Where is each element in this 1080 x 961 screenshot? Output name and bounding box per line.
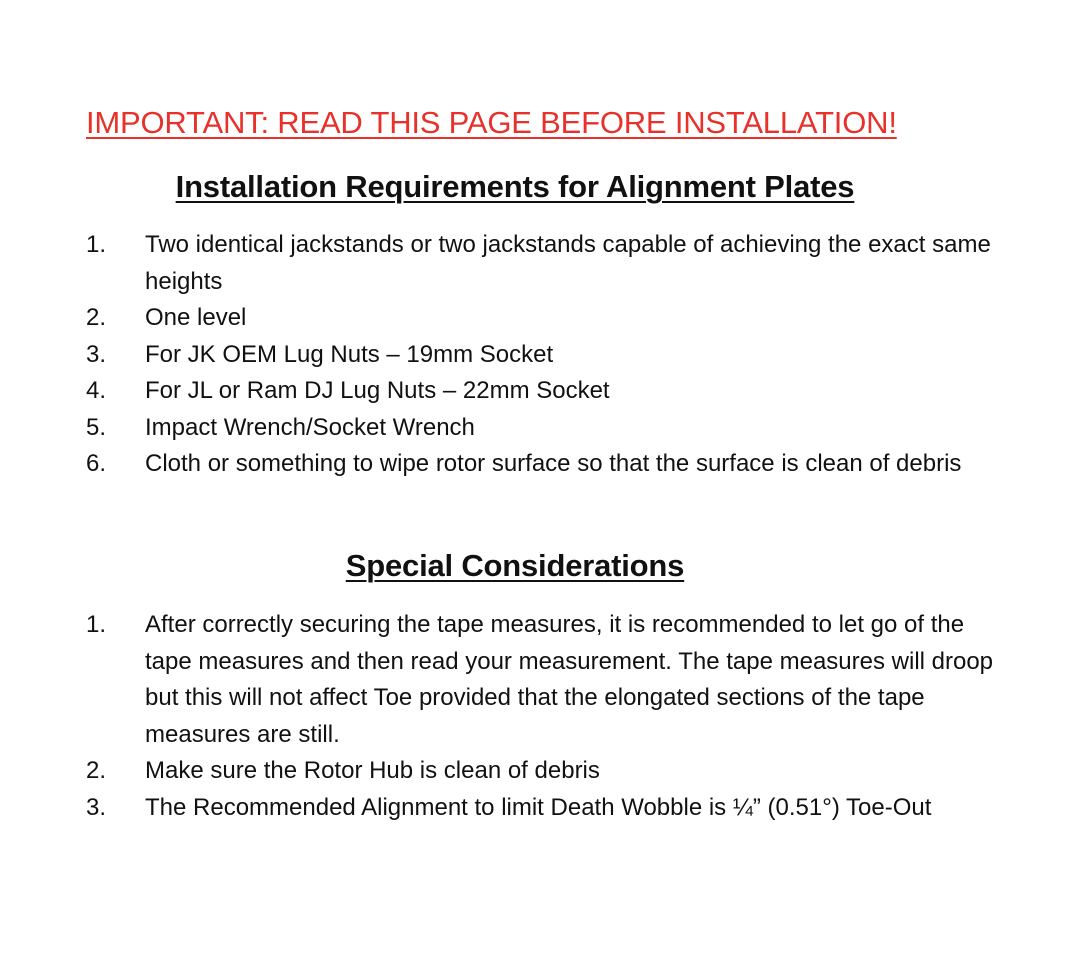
consideration-item-2	[86, 753, 1006, 790]
important-warning: IMPORTANT: READ THIS PAGE BEFORE INSTALLATION!	[86, 105, 897, 140]
item-text: The Recommended Alignment to limit Death Wobble is ¼” (0.51°) Toe-Out	[145, 793, 932, 821]
requirement-item-5	[86, 410, 1006, 447]
item-text: For JK OEM Lug Nuts – 19mm Socket	[145, 340, 554, 368]
requirement-item-6	[86, 446, 1006, 483]
item-number: 1.	[86, 231, 107, 258]
requirements-list	[86, 227, 1006, 483]
item-number: 5.	[86, 413, 107, 441]
considerations-list	[86, 607, 1006, 826]
item-text: Impact Wrench/Socket Wrench	[145, 413, 475, 441]
requirements-heading: Installation Requirements for Alignment Plates	[175, 169, 855, 204]
item-text: One level	[145, 304, 247, 331]
requirement-item-3	[86, 337, 1006, 374]
requirement-item-2	[86, 300, 1006, 337]
item-text: After correctly securing the tape measures, it is recommended to let go of the tape measures and then read your measurement. The tape measures will droop but this will not affect Toe provided that the elongated sections of the tape measures are still.	[145, 611, 994, 748]
requirement-item-4	[86, 373, 1006, 410]
item-text: Make sure the Rotor Hub is clean of debris	[145, 757, 600, 784]
consideration-item-1	[86, 607, 1006, 753]
item-text: For JL or Ram DJ Lug Nuts – 22mm Socket	[145, 377, 610, 404]
item-number: 2.	[86, 757, 107, 784]
item-number: 3.	[86, 340, 107, 368]
consideration-item-3	[86, 790, 1006, 827]
considerations-heading: Special Considerations	[345, 548, 685, 583]
item-text: Cloth or something to wipe rotor surface so that the surface is clean of debris	[145, 450, 962, 477]
item-number: 3.	[86, 793, 107, 821]
item-text: Two identical jackstands or two jackstands capable of achieving the exact same heights	[145, 231, 991, 295]
item-number: 6.	[86, 450, 107, 477]
item-number: 1.	[86, 611, 107, 638]
item-number: 4.	[86, 377, 107, 404]
requirement-item-1	[86, 227, 1006, 300]
item-number: 2.	[86, 304, 107, 331]
